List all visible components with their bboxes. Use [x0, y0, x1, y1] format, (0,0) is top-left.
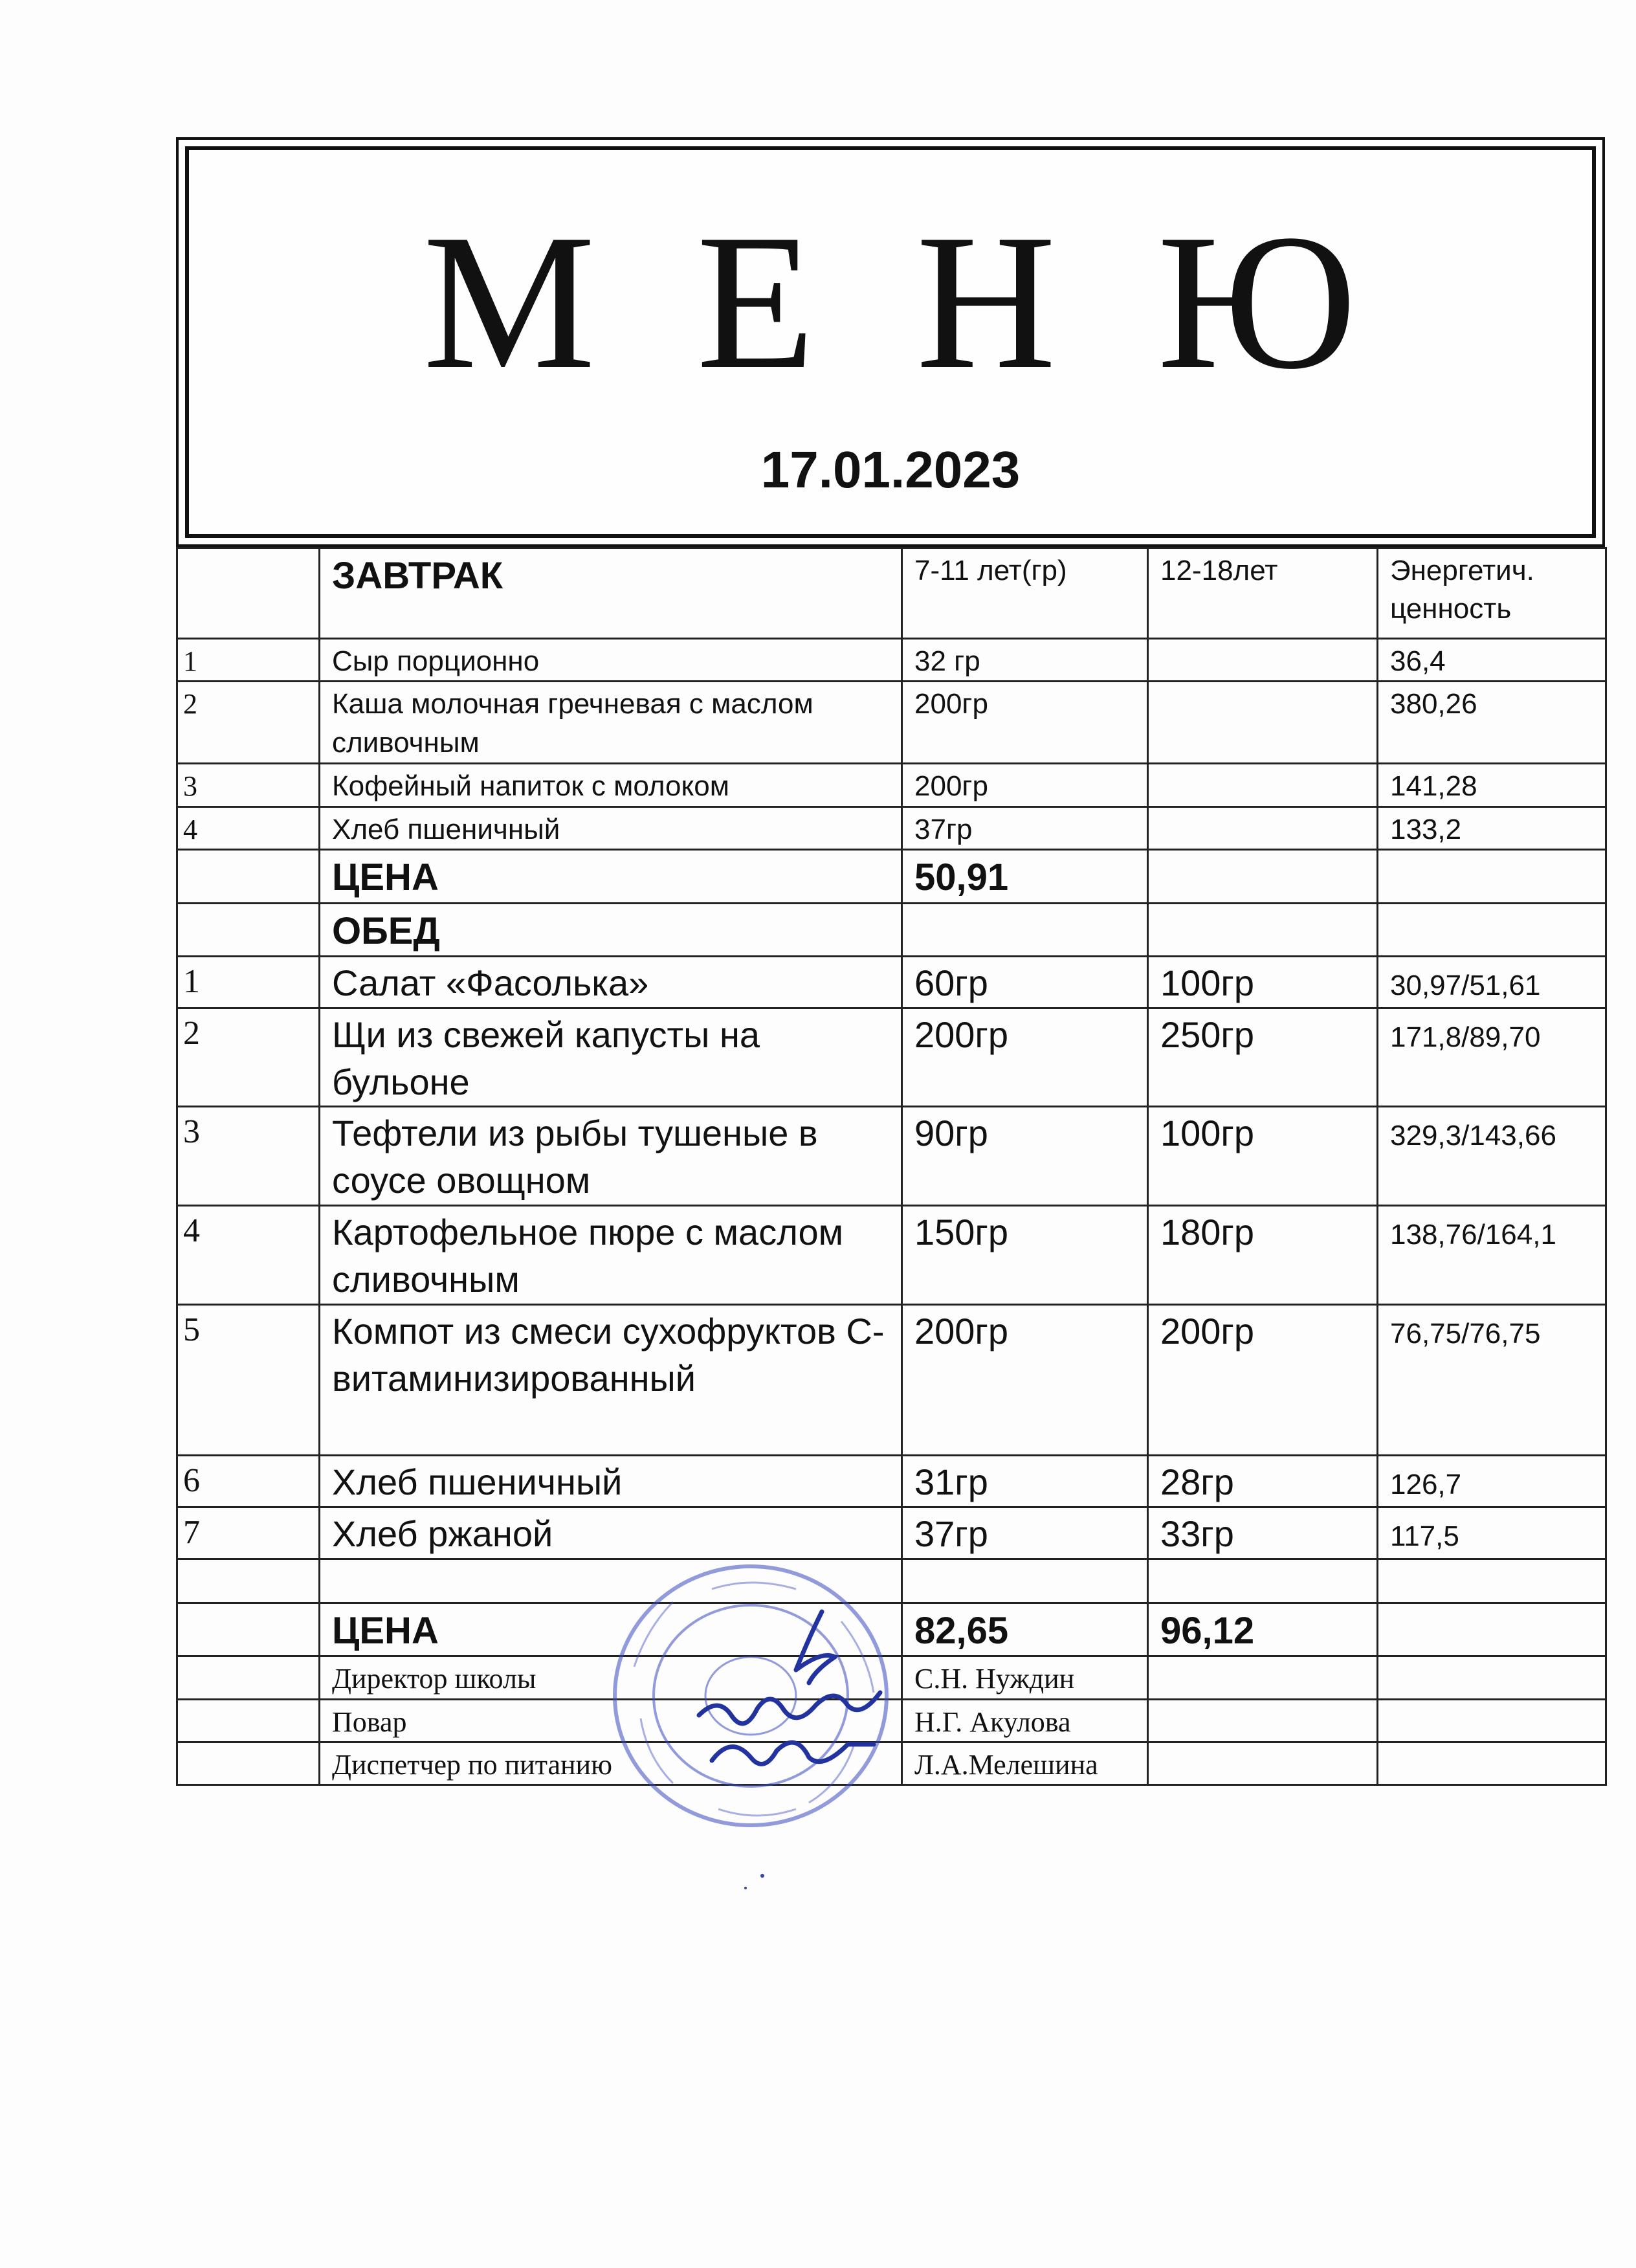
table-row: 6 Хлеб пшеничный 31гр 28гр 126,7 [177, 1455, 1606, 1507]
signature-row: Диспетчер по питанию Л.А.Мелешина [177, 1742, 1606, 1784]
lunch-price-label: ЦЕНА [320, 1603, 902, 1656]
empty-row [177, 1559, 1606, 1603]
col-energy: Энергетич. ценность [1378, 548, 1606, 639]
ink-dot [744, 1887, 747, 1889]
table-row: 3 Тефтели из рыбы тушеные в соусе овощном 90гр 100гр 329,3/143,66 [177, 1107, 1606, 1206]
breakfast-header-row [177, 548, 1606, 639]
signature-row: Повар Н.Г. Акулова [177, 1699, 1606, 1742]
table-row: 3 Кофейный напиток с молоком 200гр 141,28 [177, 764, 1606, 806]
lunch-header-row [177, 903, 1606, 956]
menu-table [176, 547, 1607, 1786]
lunch-label: ОБЕД [320, 903, 902, 956]
breakfast-price: 50,91 [902, 850, 1148, 903]
table-row: 1 Салат «Фасолька» 60гр 100гр 30,97/51,61 [177, 956, 1606, 1008]
table-row: 2 Каша молочная гречневая с маслом сливочным 200гр 380,26 [177, 682, 1606, 764]
breakfast-price-label: ЦЕНА [320, 850, 902, 903]
page-title: М Е Н Ю [423, 194, 1358, 409]
col-age-12-18: 12-18лет [1148, 548, 1378, 639]
table-row: 2 Щи из свежей капусты на бульоне 200гр 250гр 171,8/89,70 [177, 1008, 1606, 1107]
table-row: 7 Хлеб ржаной 37гр 33гр 117,5 [177, 1507, 1606, 1559]
table-row: 5 Компот из смеси сухофруктов С-витаминизированный 200гр 200гр 76,75/76,75 [177, 1304, 1606, 1455]
breakfast-label: ЗАВТРАК [320, 548, 902, 639]
table-row: 1 Сыр порционно 32 гр 36,4 [177, 639, 1606, 682]
table-row: 4 Картофельное пюре с маслом сливочным 150гр 180гр 138,76/164,1 [177, 1205, 1606, 1304]
title-box [176, 137, 1605, 547]
ink-dot [760, 1874, 764, 1878]
breakfast-price-row [177, 850, 1606, 903]
lunch-price-row [177, 1603, 1606, 1656]
signature-row: Директор школы С.Н. Нуждин [177, 1656, 1606, 1699]
table-row: 4 Хлеб пшеничный 37гр 133,2 [177, 806, 1606, 849]
lunch-price-12-18: 96,12 [1148, 1603, 1378, 1656]
lunch-price-7-11: 82,65 [902, 1603, 1148, 1656]
menu-date: 17.01.2023 [760, 441, 1021, 498]
col-age-7-11: 7-11 лет(гр) [902, 548, 1148, 639]
